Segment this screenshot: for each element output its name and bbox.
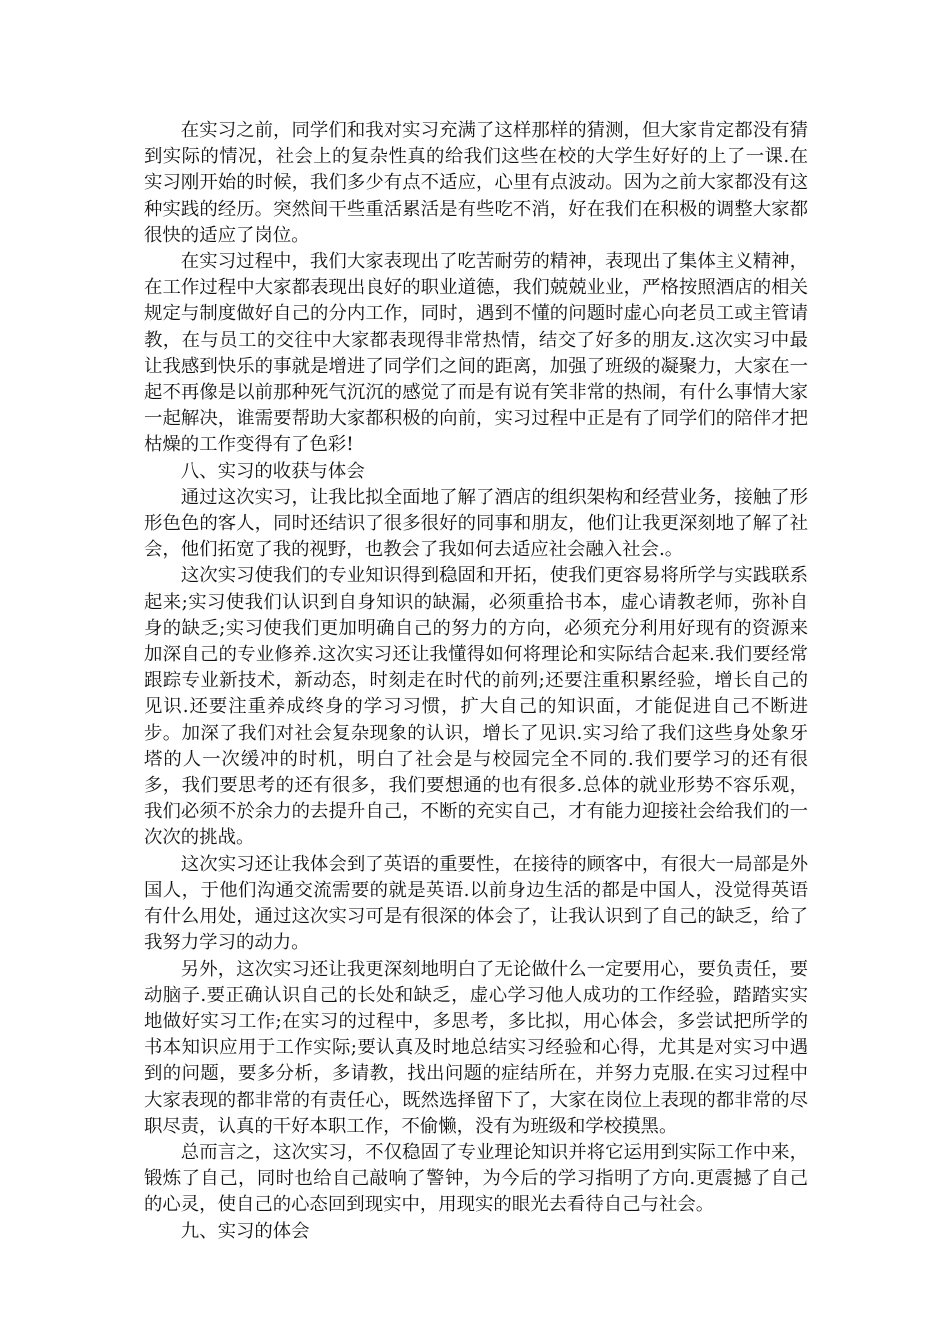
paragraph-before-internship: 在实习之前，同学们和我对实习充满了这样那样的猜测，但大家肯定都没有猜到实际的情况，社会上的复杂性真的给我们这些在校的大学生好好的上了一课.在实习刚开始的时候，我们多少有点不适应，心里有点波动。因为之前大家都没有这种实践的经历。突然间干些重活累活是有些吃不消，好在我们在积极的调整大家都很快的适应了岗位。 bbox=[144, 120, 808, 246]
paragraph-during-internship: 在实习过程中，我们大家表现出了吃苦耐劳的精神，表现出了集体主义精神，在工作过程中大家都表现出良好的职业道德，我们兢兢业业，严格按照酒店的相关规定与制度做好自己的分内工作，同时，遇到不懂的问题时虚心向老员工或主管请教，在与员工的交往中大家都表现得非常热情，结交了好多的朋友.这次实习中最让我感到快乐的事就是增进了同学们之间的距离，加强了班级的凝聚力，大家在一起不再像是以前那种死气沉沉的感觉了而是有说有笑非常的热闹，有什么事情大家一起解决，谁需要帮助大家都积极的向前，实习过程中正是有了同学们的陪伴才把枯燥的工作变得有了色彩! bbox=[144, 251, 808, 456]
paragraph-gains-overview: 通过这次实习，让我比拟全面地了解了酒店的组织架构和经营业务，接触了形形色色的客人，同时还结识了很多很好的同事和朋友，他们让我更深刻地了解了社会，他们拓宽了我的视野，也教会了我如何去适应社会融入社会.。 bbox=[144, 486, 808, 561]
paragraph-responsibility: 另外，这次实习还让我更深刻地明白了无论做什么一定要用心，要负责任，要动脑子.要正确认识自己的长处和缺乏，虚心学习他人成功的工作经验，踏踏实实地做好实习工作;在实习的过程中，多思考，多比拟，用心体会，多尝试把所学的书本知识应用于工作实际;要认真及时地总结实习经验和心得，尤其是对实习中遇到的问题，要多分析，多请教，找出问题的症结所在，并努力克服.在实习过程中大家表现的都非常的有责任心，既然选择留下了，大家在岗位上表现的都非常的尽职尽责，认真的干好本职工作，不偷懒，没有为班级和学校摸黑。 bbox=[144, 958, 808, 1137]
paragraph-professional-knowledge: 这次实习使我们的专业知识得到稳固和开拓，使我们更容易将所学与实践联系起来;实习使我们认识到自身知识的缺漏，必须重拾书本，虚心请教老师，弥补自身的缺乏;实习使我们更加明确自己的努力的方向，必须充分利用好现有的资源来加深自己的专业修养.这次实习还让我懂得如何将理论和实际结合起来.我们要经常跟踪专业新技术，新动态，时刻走在时代的前列;还要注重积累经验，增长自己的见识.还要注重养成终身的学习习惯，扩大自己的知识面，才能促进自己不断进步。加深了我们对社会复杂现象的认识，增长了见识.实习给了我们这些身处象牙塔的人一次缓冲的时机，明白了社会是与校园完全不同的.我们要学习的还有很多，我们要思考的还有很多，我们要想通的也有很多.总体的就业形势不容乐观，我们必须不於余力的去提升自己，不断的充实自己，才有能力迎接社会给我们的一次次的挑战。 bbox=[144, 565, 808, 849]
paragraph-summary: 总而言之，这次实习，不仅稳固了专业理论知识并将它运用到实际工作中来，锻炼了自己，同时也给自己敲响了警钟，为今后的学习指明了方向.更震撼了自己的心灵，使自己的心态回到现实中，用现实的眼光去看待自己与社会。 bbox=[144, 1141, 808, 1216]
section-heading-9: 九、实习的体会 bbox=[180, 1220, 310, 1242]
paragraph-english-importance: 这次实习还让我体会到了英语的重要性，在接待的顾客中，有很大一局部是外国人，于他们沟通交流需要的就是英语.以前身边生活的都是中国人，没觉得英语有什么用处，通过这次实习可是有很深的体会了，让我认识到了自己的缺乏，给了我努力学习的动力。 bbox=[144, 853, 808, 954]
section-heading-8: 八、实习的收获与体会 bbox=[180, 460, 365, 482]
document-page bbox=[144, 118, 808, 1245]
